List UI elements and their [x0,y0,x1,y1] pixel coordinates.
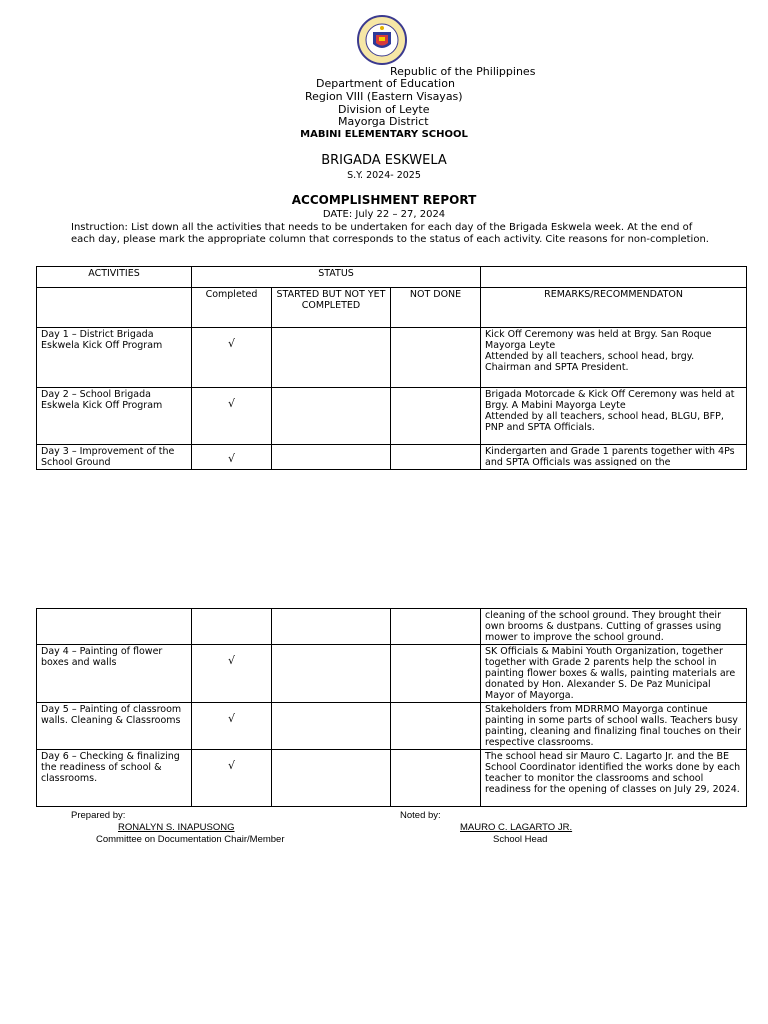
remark-line: Attended by all teachers, school head, BLGU, BFP, PNP and SPTA Officials. [485,411,724,433]
remark-line: Attended by all teachers, school head, brgy. Chairman and SPTA President. [485,351,695,373]
remark-line: Brigada Motorcade & Kick Off Ceremony was held at Brgy. A Mabini Mayorga Leyte [485,389,735,411]
header-activities: ACTIVITIES [37,267,192,288]
started-cell [272,609,391,645]
region-line: Region VIII (Eastern Visayas) [305,90,463,103]
header-status: STATUS [192,267,481,288]
remarks-cell [481,328,747,388]
table-row [37,645,747,703]
table-row [37,328,747,388]
completed-check: √ [192,750,272,807]
activity-cell: Day 1 – District Brigada Eskwela Kick Off Program [37,328,192,388]
remark-line: Kick Off Ceremony was held at Brgy. San Roque Mayorga Leyte [485,329,712,351]
not-done-cell [391,750,481,807]
header-blank [481,267,747,288]
school-name: MABINI ELEMENTARY SCHOOL [300,129,468,140]
not-done-cell [391,445,481,470]
department-line: Department of Education [316,77,455,90]
started-cell [272,445,391,470]
remarks-cell: Stakeholders from MDRRMO Mayorga continue painting in some parts of school walls. Teachers busy painting, cleaning and finalizing final touches on their respective classrooms. [481,703,747,750]
completed-check: √ [192,388,272,445]
accomplishment-table-page2 [36,608,747,807]
table-row [37,750,747,807]
noted-by-label: Noted by: [400,810,441,821]
header-completed: Completed [192,288,272,328]
noted-by-name: MAURO C. LAGARTO JR. [460,822,573,833]
activity-cell: Day 6 – Checking & finalizing the readiness of school & classrooms. [37,750,192,807]
district-line: Mayorga District [338,115,429,128]
prepared-by-title: Committee on Documentation Chair/Member [96,834,285,845]
activity-cell [37,609,192,645]
division-line: Division of Leyte [338,103,430,116]
header-remarks: REMARKS/RECOMMENDATON [481,288,747,328]
table-row [37,388,747,445]
started-cell [272,388,391,445]
remarks-cell: The school head sir Mauro C. Lagarto Jr. and the BE School Coordinator identified the works done by each teacher to monitor the classrooms and school readiness for the opening of classes on July 29, 2024. [481,750,747,807]
school-year: S.Y. 2024- 2025 [347,170,421,181]
header-not-done: NOT DONE [391,288,481,328]
remarks-cell [481,445,747,470]
not-done-cell [391,609,481,645]
not-done-cell [391,645,481,703]
header-blank-activities [37,288,192,328]
prepared-by-label: Prepared by: [71,810,126,821]
completed-check: √ [192,445,272,470]
deped-seal-logo [356,14,408,66]
remarks-cell: cleaning of the school ground. They brought their own brooms & dustpans. Cutting of grasses using mower to improve the school ground. [481,609,747,645]
remark-line: Kindergarten and Grade 1 parents together with 4Ps and SPTA Officials was assigned on the [485,446,735,466]
not-done-cell [391,328,481,388]
report-title: ACCOMPLISHMENT REPORT [291,193,477,207]
completed-cell [192,609,272,645]
activity-cell: Day 4 – Painting of flower boxes and walls [37,645,192,703]
not-done-cell [391,703,481,750]
table-row [37,703,747,750]
report-date: DATE: July 22 – 27, 2024 [322,209,446,220]
started-cell [272,750,391,807]
program-title: BRIGADA ESKWELA [321,153,447,168]
table-row [37,609,747,645]
completed-check: √ [192,328,272,388]
prepared-by-name: RONALYN S. INAPUSONG [118,822,235,833]
activity-cell: Day 3 – Improvement of the School Ground [37,445,192,470]
started-cell [272,645,391,703]
table-row [37,445,747,470]
remarks-cell [481,388,747,445]
activity-cell: Day 5 – Painting of classroom walls. Cleaning & Classrooms [37,703,192,750]
remarks-cell: SK Officials & Mabini Youth Organization, together together with Grade 2 parents help the school in painting flower boxes & walls, painting materials are donated by Hon. Alexander S. De Paz Municipal Mayor of Mayorga. [481,645,747,703]
noted-by-title: School Head [493,834,548,845]
completed-check: √ [192,703,272,750]
instruction-text: Instruction: List down all the activities that needs to be undertaken for each day of the Brigada Eskwela week. At the end of each day, please mark the appropriate column that corresponds to the status of each activity. Cite reasons for non-completion. [71,222,709,245]
completed-check: √ [192,645,272,703]
not-done-cell [391,388,481,445]
activity-cell: Day 2 – School Brigada Eskwela Kick Off Program [37,388,192,445]
started-cell [272,328,391,388]
started-cell [272,703,391,750]
header-started: STARTED BUT NOT YET COMPLETED [272,288,391,328]
republic-line: Republic of the Philippines [390,65,536,78]
accomplishment-table-page1 [36,266,747,470]
